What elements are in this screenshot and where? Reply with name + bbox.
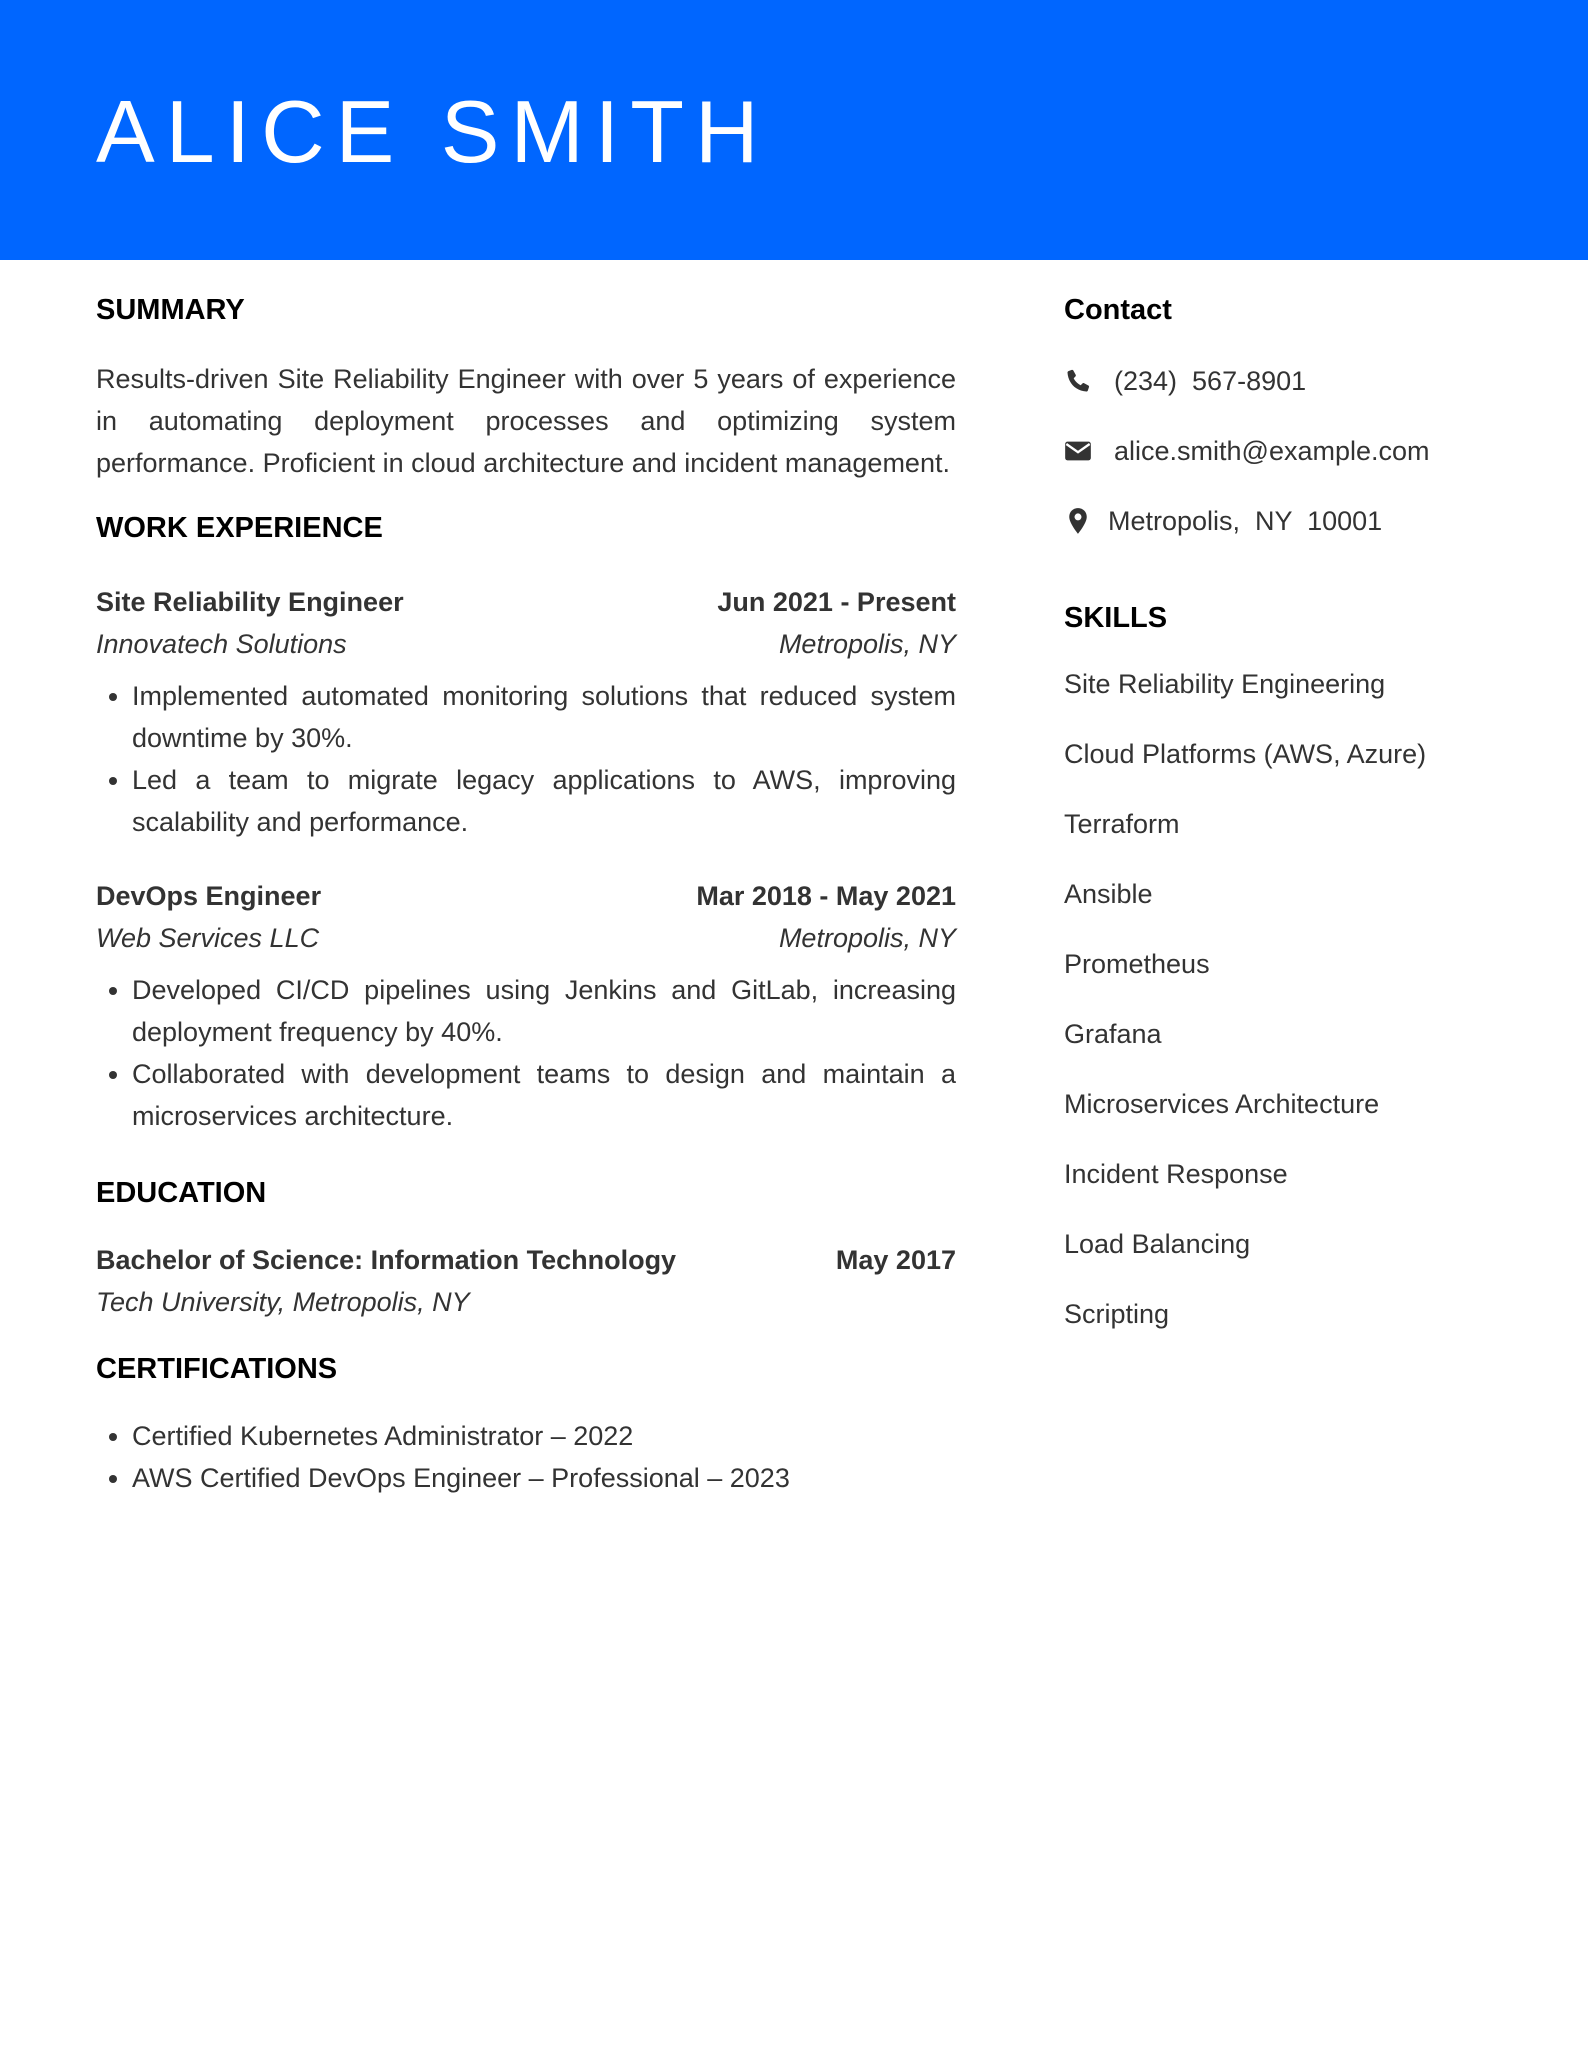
education-section [96, 1175, 956, 1323]
contact-phone [1064, 360, 1524, 402]
job-title: Site Reliability Engineer [96, 587, 404, 618]
job-title: DevOps Engineer [96, 881, 322, 912]
job-bullet: • Led a team to migrate legacy applications to AWS, improving scalability and performance. [132, 759, 956, 843]
summary-section [96, 292, 956, 484]
skill-item: Scripting [1064, 1299, 1170, 1330]
main-column [96, 268, 956, 1499]
summary-heading: SUMMARY [96, 294, 245, 326]
contact-location [1064, 500, 1524, 542]
job-bullet: • Developed CI/CD pipelines using Jenkins and GitLab, increasing deployment frequency by 40%. [132, 969, 956, 1053]
skill-item: Ansible [1064, 879, 1153, 910]
location-text: Metropolis, NY 10001 [1108, 505, 1383, 536]
graduation-date: May 2017 [835, 1245, 956, 1276]
header-banner [0, 0, 1588, 260]
skill-item: Grafana [1064, 1019, 1162, 1050]
certification-item: • Certified Kubernetes Administrator – 2022 [132, 1415, 956, 1457]
job-entry [96, 875, 956, 1137]
phone-number[interactable]: (234) 567-8901 [1114, 365, 1307, 396]
email-address[interactable]: alice.smith@example.com [1114, 435, 1430, 466]
certifications-heading: CERTIFICATIONS [96, 1353, 338, 1386]
job-bullets [96, 969, 956, 1137]
skills-heading: SKILLS [1064, 601, 1168, 634]
phone-icon [1064, 367, 1092, 395]
job-bullets [96, 675, 956, 843]
contact-section [1064, 292, 1524, 542]
skill-item: Microservices Architecture [1064, 1089, 1380, 1120]
job-bullet: • Implemented automated monitoring solutions that reduced system downtime by 30%. [132, 675, 956, 759]
job-company: Web Services LLC [96, 923, 320, 954]
certifications-section [96, 1351, 956, 1499]
skill-item: Prometheus [1064, 949, 1210, 980]
degree: Bachelor of Science: Information Technology [96, 1245, 677, 1276]
contact-email [1064, 430, 1524, 472]
envelope-icon [1064, 437, 1092, 465]
certification-item: • AWS Certified DevOps Engineer – Professional – 2023 [132, 1457, 956, 1499]
job-location: Metropolis, NY [778, 629, 956, 660]
job-bullet: • Collaborated with development teams to design and maintain a microservices architecture. [132, 1053, 956, 1137]
job-location: Metropolis, NY [778, 923, 956, 954]
education-heading: EDUCATION [96, 1177, 267, 1210]
skills-section [1064, 600, 1524, 1336]
work-experience-heading: WORK EXPERIENCE [96, 511, 383, 544]
job-company: Innovatech Solutions [96, 629, 347, 660]
skill-item: Site Reliability Engineering [1064, 669, 1386, 700]
job-entry [96, 581, 956, 843]
skill-item: Incident Response [1064, 1159, 1288, 1190]
skill-item: Terraform [1064, 809, 1180, 840]
work-experience-section [96, 510, 956, 1138]
side-column [1064, 268, 1524, 1335]
map-pin-icon [1064, 507, 1092, 535]
skill-item: Cloud Platforms (AWS, Azure) [1064, 739, 1427, 770]
skill-item: Load Balancing [1064, 1229, 1251, 1260]
candidate-name: ALICE SMITH [96, 82, 770, 181]
job-dates: Jun 2021 - Present [717, 587, 956, 618]
summary-text: Results-driven Site Reliability Engineer with over 5 years of experience in automating deployment processes and optimizing system performance. Proficient in cloud architecture and incident management. [96, 363, 956, 478]
contact-heading: Contact [1064, 294, 1172, 326]
school: Tech University, Metropolis, NY [96, 1287, 470, 1318]
certifications-list [96, 1415, 956, 1499]
job-dates: Mar 2018 - May 2021 [696, 881, 956, 912]
